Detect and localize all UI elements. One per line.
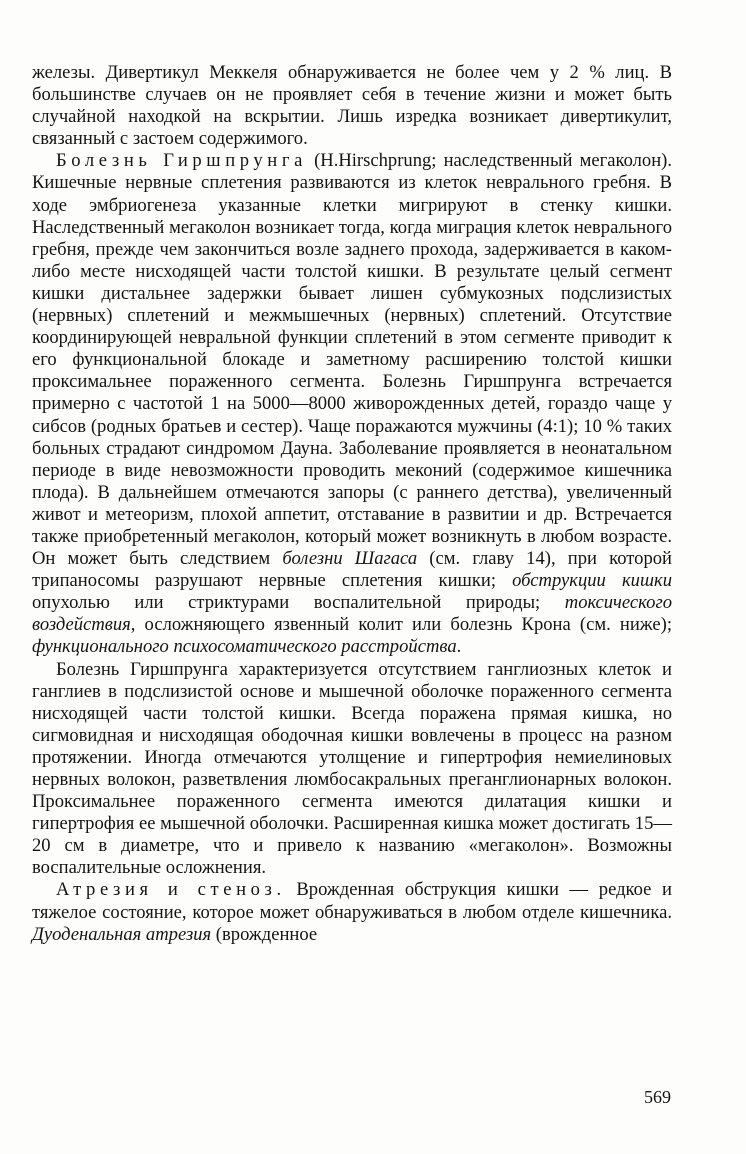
italic-term-psychosomatic: функционального психосоматического расстройства (32, 636, 457, 658)
italic-term-duodenal-atresia: Дуоденальная атрезия (32, 923, 212, 945)
text-run: опухолью или стриктурами воспалительной природы; (32, 592, 565, 614)
italic-term-chagas: болезни Шагаса (282, 548, 418, 570)
text-run: (врожденное (211, 923, 318, 945)
text-run: . (456, 636, 462, 658)
text-run: (H.Hirschprung; наследственный мегаколон). Кишечные нервные сплетения развиваются из клеток неврального гребня. В ходе эмбриогенеза указанные клетки мигрируют в стенку кишки. Наследственный мегаколон возникает тогда, когда миграция клеток неврального гребня, прежде чем закончиться возле заднего прохода, задерживается в каком-либо месте нисходящей части толстой кишки. В результате целый сегмент кишки дистальнее задержки бывает лишен субмукозных подслизистых (нервных) сплетений и межмышечных (нервных) сплетений. Отсутствие координирующей невральной функции сплетений в этом сегменте приводит к его функциональной блокаде и заметному расширению толстой кишки проксимальнее пораженного сегмента. Болезнь Гиршпрунга встречается примерно с частотой 1 на 5000—8000 живорожденных детей, гораздо чаще у сибсов (родных братьев и сестер). Чаще поражаются мужчины (4:1); 10 % таких больных страдают синдромом Дауна. Заболевание проявляется в неонатальном периоде в виде невозможности проводить меконий (содержимое кишечника плода). В дальнейшем отмечаются запоры (с раннего детства), увеличенный живот и метеоризм, плохой аппетит, отставание в развитии и др. Встречается также приобретенный мегаколон, который может возникнуть в любом возрасте. Он может быть следствием (32, 150, 672, 570)
page-number: 569 (644, 1087, 671, 1107)
paragraph-hirschsprung-pathology: Болезнь Гиршпрунга характеризуется отсутствием ганглиозных клеток и ганглиев в подслизистой основе и мышечной оболочке пораженного сегмента нисходящей части толстой кишки. Всегда поражена прямая кишка, но сигмовидная и нисходящая ободочная кишки вовлечены в процесс на разном протяжении. Иногда отмечаются утолщение и гипертрофия немиелиновых нервных волокон, разветвления люмбосакральных преганглионарных волокон. Проксимальнее пораженного сегмента имеются дилатация кишки и гипертрофия ее мышечной оболочки. Расширенная кишка может достигать 15—20 см в диаметре, что и привело к названию «мегаколон». Возможны воспалительные осложнения. (32, 658, 672, 879)
text-run: (см. главу 14), при которой трипаносомы разрушают нервные сплетения кишки; (32, 548, 672, 592)
paragraph-hirschsprung (32, 150, 672, 658)
section-heading-hirschsprung: Болезнь Гиршпрунга (56, 150, 307, 172)
italic-term-toxic: токсического воздействия (32, 592, 672, 636)
body-text (32, 62, 672, 946)
section-heading-atresia: Атрезия и стеноз. (56, 879, 286, 901)
text-run: Врожденная обструкция кишки — редкое и тяжелое состояние, которое может обнаруживаться в любом отделе кишечника. (32, 879, 672, 923)
italic-term-obstruction: обструкции кишки (512, 570, 672, 592)
text-run: , осложняющего язвенный колит или болезнь Крона (см. ниже); (130, 614, 672, 636)
paragraph-atresia (32, 879, 672, 945)
paragraph-meckel-end: железы. Дивертикул Меккеля обнаруживается не более чем у 2 % лиц. В большинстве случаев он не проявляет себя в течение жизни и может быть случайной находкой на вскрытии. Лишь изредка возникает дивертикулит, связанный с застоем содержимого. (32, 62, 672, 150)
